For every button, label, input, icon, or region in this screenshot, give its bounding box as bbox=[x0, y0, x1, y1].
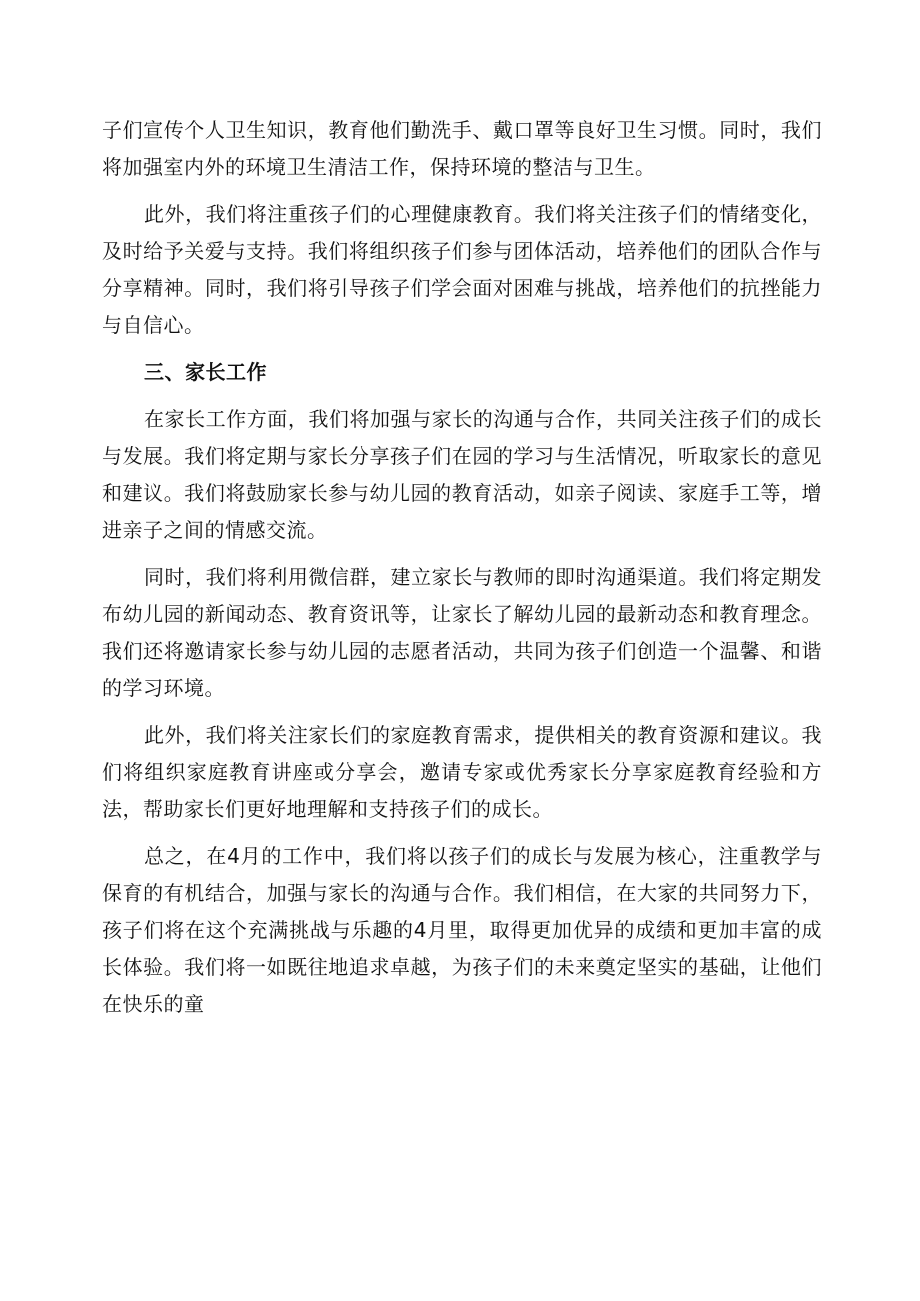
paragraph-family-education: 此外，我们将关注家长们的家庭教育需求，提供相关的教育资源和建议。我们将组织家庭教育讲座或分享会，邀请专家或优秀家长分享家庭教育经验和方法，帮助家长们更好地理解和支持孩子们的成长。 bbox=[102, 723, 822, 821]
paragraph-parent-communication: 在家长工作方面，我们将加强与家长的沟通与合作，共同关注孩子们的成长与发展。我们将定期与家长分享孩子们在园的学习与生活情况，听取家长的意见和建议。我们将鼓励家长参与幼儿园的教育活动，如亲子阅读、家庭手工等，增进亲子之间的情感交流。 bbox=[102, 407, 822, 542]
section-heading-parent-work: 三、家长工作 bbox=[144, 360, 267, 384]
paragraph-mental-health: 此外，我们将注重孩子们的心理健康教育。我们将关注孩子们的情绪变化，及时给予关爱与支持。我们将组织孩子们参与团体活动，培养他们的团队合作与分享精神。同时，我们将引导孩子们学会面对困难与挑战，培养他们的抗挫能力与自信心。 bbox=[102, 202, 822, 337]
paragraph-wechat-group: 同时，我们将利用微信群，建立家长与教师的即时沟通渠道。我们将定期发布幼儿园的新闻动态、教育资讯等，让家长了解幼儿园的最新动态和教育理念。我们还将邀请家长参与幼儿园的志愿者活动，共同为孩子们创造一个温馨、和谐的学习环境。 bbox=[102, 565, 822, 700]
document-page bbox=[102, 112, 822, 1023]
paragraph-summary: 总之，在4月的工作中，我们将以孩子们的成长与发展为核心，注重教学与保育的有机结合，加强与家长的沟通与合作。我们相信，在大家的共同努力下，孩子们将在这个充满挑战与乐趣的4月里，取得更加优异的成绩和更加丰富的成长体验。我们将一如既往地追求卓越，为孩子们的未来奠定坚实的基础，让他们在快乐的童 bbox=[102, 844, 822, 1016]
paragraph-hygiene-continued: 子们宣传个人卫生知识，教育他们勤洗手、戴口罩等良好卫生习惯。同时，我们将加强室内外的环境卫生清洁工作，保持环境的整洁与卫生。 bbox=[102, 118, 822, 179]
